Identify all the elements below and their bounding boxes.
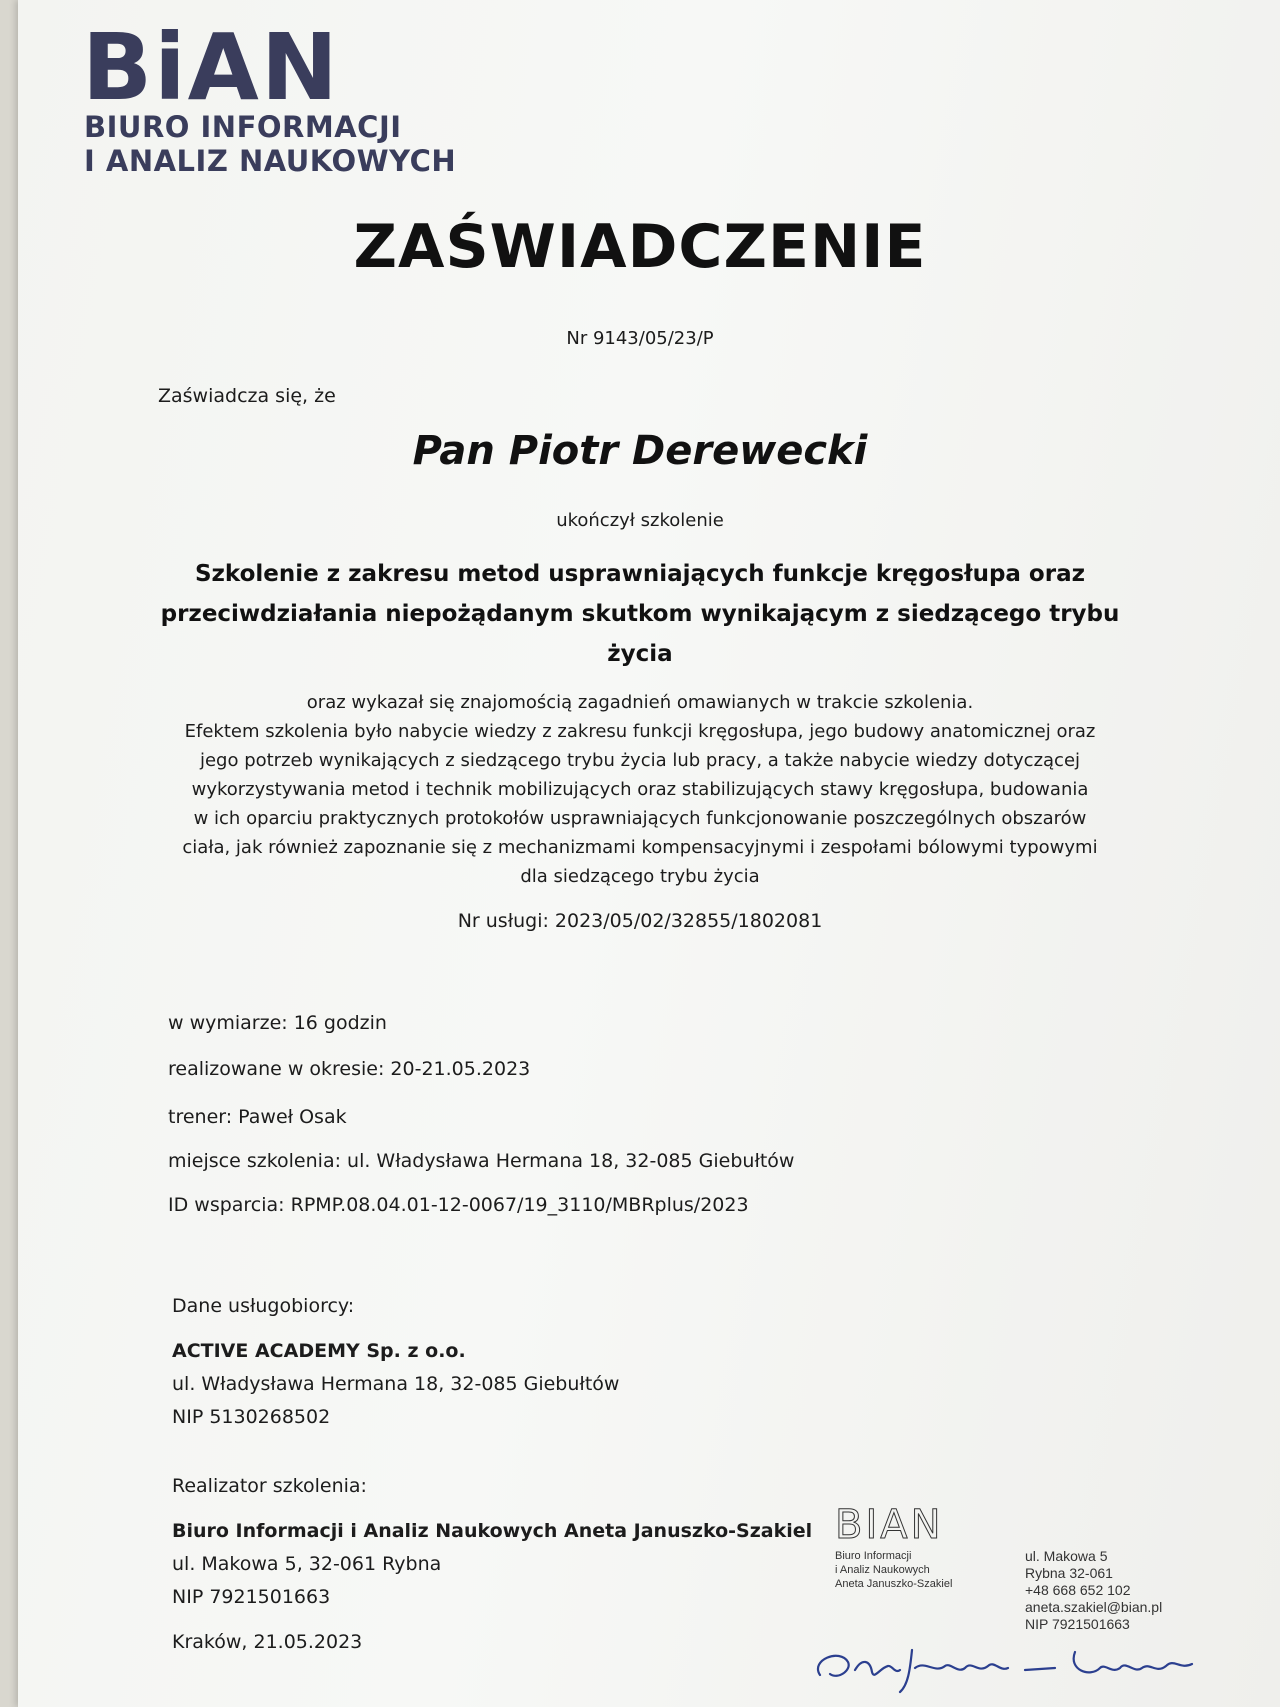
stamp-address-line: +48 668 652 102 [1025,1582,1131,1598]
stamp-line: Aneta Januszko-Szakiel [835,1578,953,1590]
course-line: przeciwdziałania niepożądanym skutkom wynikającym z siedzącego trybu [160,601,1120,627]
client-address: ul. Władysława Hermana 18, 32-085 Giebułtów [172,1373,620,1395]
stamp-line: i Analiz Naukowych [835,1564,930,1576]
client-block [172,1290,619,1434]
intro-text: Zaświadcza się, że [158,385,336,407]
document-title: ZAŚWIADCZENIE [353,212,927,282]
client-label: Dane usługobiorcy: [172,1295,355,1317]
completed-text: ukończył szkolenie [556,510,724,531]
duration: w wymiarze: 16 godzin [168,1012,387,1034]
trainer: trener: Paweł Osak [168,1106,347,1128]
provider-name: Biuro Informacji i Analiz Naukowych Aneta Januszko-Szakiel [172,1520,813,1542]
course-title [0,554,1280,674]
description-line: jego potrzeb wynikających z siedzącego trybu życia lub pracy, a także nabycie wiedzy dotyczącej [199,750,1081,771]
stamp-address-line: ul. Makowa 5 [1025,1548,1108,1564]
stamp-logo: BIAN [835,1502,944,1548]
handwritten-signature [800,1630,1220,1700]
provider-address: ul. Makowa 5, 32-061 Rybna [172,1553,442,1575]
provider-nip: NIP 7921501663 [172,1586,331,1608]
logo-line-2: I ANALIZ NAUKOWYCH [84,144,457,178]
description-line: Efektem szkolenia było nabycie wiedzy z zakresu funkcji kręgosłupa, jego budowy anatomicznej oraz [184,721,1096,742]
description-line: dla siedzącego trybu życia [520,866,760,887]
company-stamp [835,1502,953,1591]
description-line: oraz wykazał się znajomością zagadnień omawianych w trakcie szkolenia. [306,692,974,713]
training-place: miejsce szkolenia: ul. Władysława Hermana 18, 32-085 Giebułtów [168,1150,795,1172]
certificate-number: Nr 9143/05/23/P [566,328,714,349]
stamp-address-line: aneta.szakiel@bian.pl [1025,1599,1163,1615]
recipient-name: Pan Piotr Derewecki [412,428,868,474]
stamp-address [1025,1548,1162,1633]
course-line: Szkolenie z zakresu metod usprawniających funkcje kręgosłupa oraz [194,561,1085,587]
description-line: ciała, jak również zapoznanie się z mechanizmami kompensacyjnymi i zespołami bólowymi typowymi [182,837,1098,858]
description-line: wykorzystywania metod i technik mobilizujących oraz stabilizujących stawy kręgosłupa, budowania [191,779,1089,800]
provider-label: Realizator szkolenia: [172,1475,367,1497]
stamp-address-line: Rybna 32-061 [1025,1565,1113,1581]
client-name: ACTIVE ACADEMY Sp. z o.o. [172,1340,466,1362]
place-date: Kraków, 21.05.2023 [172,1631,363,1653]
stamp-address-line: NIP 7921501663 [1025,1616,1130,1632]
service-number: Nr usługi: 2023/05/02/32855/1802081 [457,910,823,932]
logo-line-1: BIURO INFORMACJI [84,110,402,144]
description [0,688,1280,891]
client-nip: NIP 5130268502 [172,1406,331,1428]
logo-word: BiAN [82,14,340,121]
stamp-line: Biuro Informacji [835,1550,912,1562]
course-line: życia [607,641,673,667]
bian-logo [82,14,457,178]
description-line: w ich oparciu praktycznych protokołów usprawniających funkcjonowanie poszczególnych obszarów [193,808,1087,829]
support-id: ID wsparcia: RPMP.08.04.01-12-0067/19_3110/MBRplus/2023 [168,1194,749,1216]
period: realizowane w okresie: 20-21.05.2023 [168,1058,531,1080]
provider-block [172,1470,812,1659]
